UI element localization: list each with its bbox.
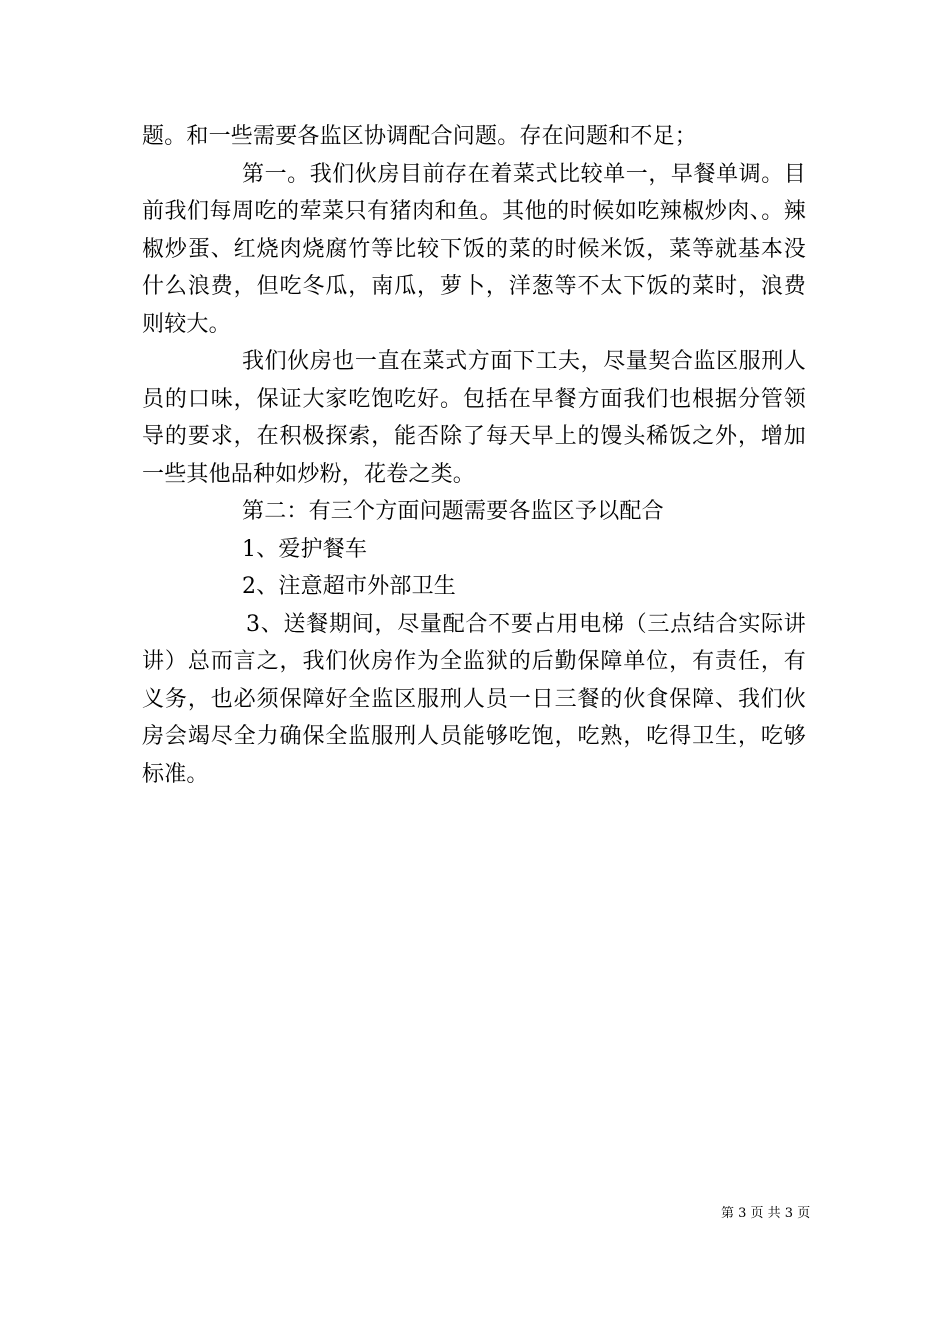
paragraph-first-issue: 第一。我们伙房目前存在着菜式比较单一，早餐单调。目前我们每周吃的荤菜只有猪肉和鱼。其他的时候如吃辣椒炒肉、。辣椒炒蛋、红烧肉烧腐竹等比较下饭的菜的时候米饭，菜等就基本没什么浪费，但吃冬瓜，南瓜，萝卜，洋葱等不太下饭的菜时，浪费则较大。	[142, 161, 806, 337]
list-item-2: 2、注意超市外部卫生	[242, 574, 456, 599]
page-number-footer: 第 3 页 共 3 页	[721, 1206, 811, 1221]
paragraph-efforts: 我们伙房也一直在菜式方面下工夫，尽量契合监区服刑人员的口味，保证大家吃饱吃好。包括在早餐方面我们也根据分管领导的要求，在积极探索，能否除了每天早上的馒头稀饭之外，增加一些其他品种如炒粉，花卷之类。	[142, 349, 806, 487]
list-item-3-conclusion: 3、送餐期间，尽量配合不要占用电梯（三点结合实际讲讲）总而言之，我们伙房作为全监狱的后勤保障单位，有责任，有义务，也必须保障好全监区服刑人员一日三餐的伙食保障、我们伙房会竭尽全力确保全监服刑人员能够吃饱，吃熟，吃得卫生，吃够标准。	[142, 611, 806, 787]
paragraph-continuation: 题。和一些需要各监区协调配合问题。存在问题和不足；	[142, 124, 698, 149]
paragraph-second-issue: 第二：有三个方面问题需要各监区予以配合	[242, 499, 664, 524]
document-body	[142, 118, 806, 793]
list-item-1: 1、爱护餐车	[242, 536, 368, 562]
